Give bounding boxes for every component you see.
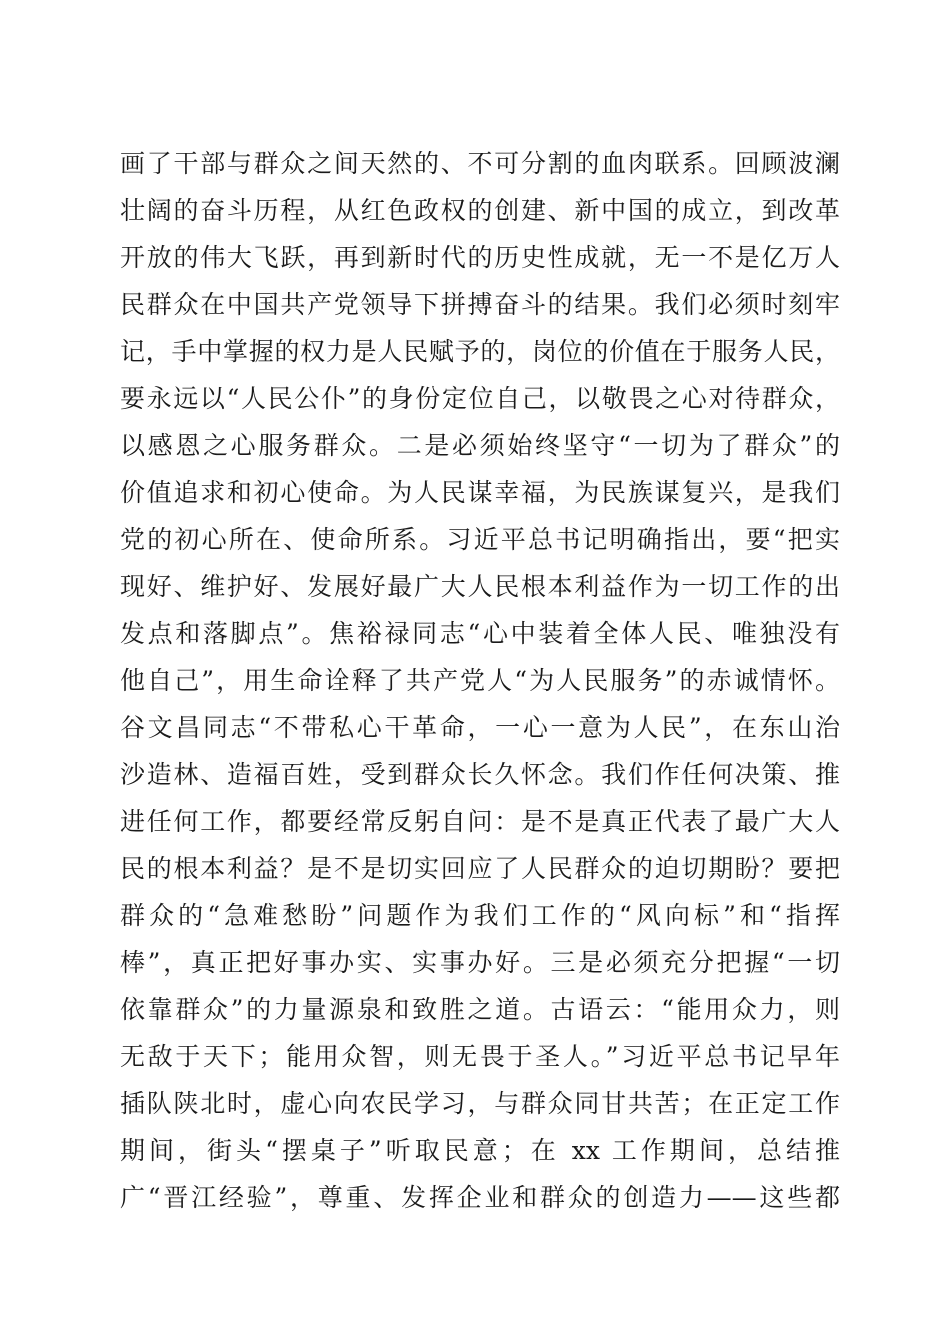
text-line: 谷文昌同志“不带私心干革命，一心一意为人民”，在东山治 bbox=[120, 713, 840, 742]
text-line: 依靠群众”的力量源泉和致胜之道。古语云：“能用众力，则 bbox=[120, 995, 840, 1024]
text-line: 记，手中掌握的权力是人民赋予的，岗位的价值在于服务人民， bbox=[120, 337, 840, 366]
text-line: 画了干部与群众之间天然的、不可分割的血肉联系。回顾波澜 bbox=[120, 149, 840, 178]
text-line: 党的初心所在、使命所系。习近平总书记明确指出，要“把实 bbox=[120, 525, 840, 554]
text-line: 群众的“急难愁盼”问题作为我们工作的“风向标”和“指挥 bbox=[120, 901, 840, 930]
text-line: 无敌于天下；能用众智，则无畏于圣人。”习近平总书记早年 bbox=[120, 1042, 840, 1071]
text-line: 要永远以“人民公仆”的身份定位自己，以敬畏之心对待群众， bbox=[120, 384, 840, 413]
text-line: 壮阔的奋斗历程，从红色政权的创建、新中国的成立，到改革 bbox=[120, 196, 840, 225]
text-line: 沙造林、造福百姓，受到群众长久怀念。我们作任何决策、推 bbox=[120, 760, 840, 789]
text-line: 他自己”，用生命诠释了共产党人“为人民服务”的赤诚情怀。 bbox=[120, 666, 840, 695]
text-line: 民群众在中国共产党领导下拼搏奋斗的结果。我们必须时刻牢 bbox=[120, 290, 840, 319]
text-line: 价值追求和初心使命。为人民谋幸福，为民族谋复兴，是我们 bbox=[120, 478, 840, 507]
text-line: 棒”，真正把好事办实、实事办好。三是必须充分把握“一切 bbox=[120, 948, 840, 977]
text-line: 民的根本利益？是不是切实回应了人民群众的迫切期盼？要把 bbox=[120, 854, 840, 883]
text-line: 进任何工作，都要经常反躬自问：是不是真正代表了最广大人 bbox=[120, 807, 840, 836]
text-line: 插队陕北时，虚心向农民学习，与群众同甘共苦；在正定工作 bbox=[120, 1089, 840, 1118]
text-line: 开放的伟大飞跃，再到新时代的历史性成就，无一不是亿万人 bbox=[120, 243, 840, 272]
text-line: 发点和落脚点”。焦裕禄同志“心中装着全体人民、唯独没有 bbox=[120, 619, 840, 648]
text-line: 期间，街头“摆桌子”听取民意；在 xx 工作期间，总结推 bbox=[120, 1136, 840, 1165]
text-line: 以感恩之心服务群众。二是必须始终坚守“一切为了群众”的 bbox=[120, 431, 840, 460]
text-line: 广“晋江经验”，尊重、发挥企业和群众的创造力——这些都 bbox=[120, 1183, 840, 1212]
text-line: 现好、维护好、发展好最广大人民根本利益作为一切工作的出 bbox=[120, 572, 840, 601]
body-text bbox=[120, 140, 840, 1221]
